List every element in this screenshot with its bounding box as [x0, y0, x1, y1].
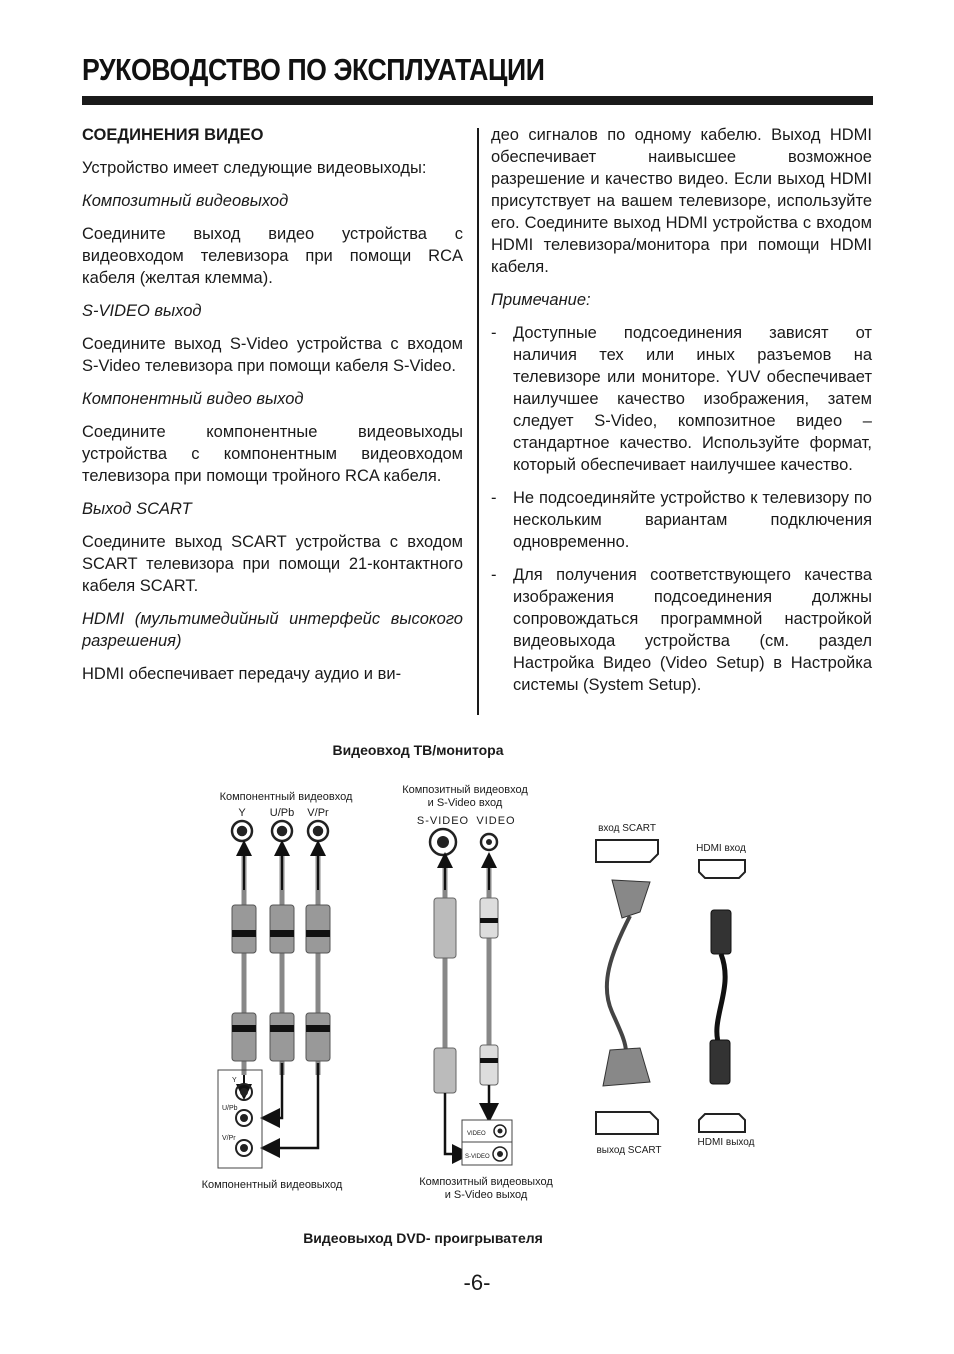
hdmi-text-start: HDMI обеспечивает передачу аудио и ви- [82, 665, 402, 683]
svideo-title: S-VIDEO выход [82, 302, 202, 320]
component-in-label: Компонентный видеовход [219, 791, 353, 803]
section-heading: СОЕДИНЕНИЯ ВИДЕО [82, 126, 264, 144]
component-cables [232, 848, 330, 1148]
composite-title: Композитный видеовыход [82, 192, 289, 210]
component-text: Соедините компонентные видеовыходы устройства с компонентным видеовходом телевизора при помощи тройного RCA кабеля. [82, 423, 463, 485]
composite-in-label-1: Композитный видеовход [402, 784, 528, 796]
hdmi-out-label: HDMI выход [697, 1137, 755, 1148]
page-number: -6- [463, 1270, 491, 1295]
component-out-jacks [236, 1084, 252, 1156]
port-label-pr: V/Pr [307, 807, 329, 819]
composite-in-label-2: и S-Video вход [427, 797, 503, 809]
column-divider [477, 128, 479, 715]
note-item: - Доступные подсоединения зависят от наличия тех или иных разъемов на телевизоре или мониторе. YUV обеспечивает наилучшее качество изображения, затем следует S-Video, композитное видео – стандартное качество. Используйте формат, который обеспечивает наилучшее качество. [491, 322, 872, 476]
svideo-port-label: S-VIDEO [416, 815, 470, 827]
hdmi-title: HDMI (мультимедийный интерфейс высокого разрешения) [82, 610, 463, 650]
hdmi-in-connector [699, 860, 745, 878]
port-label-pb: U/Pb [269, 807, 295, 819]
port-label-y: Y [238, 807, 246, 819]
scart-out-connector [596, 1112, 658, 1134]
composite-cables [434, 860, 498, 1154]
out-video-port: VIDEO [467, 1131, 486, 1137]
right-column [491, 124, 872, 707]
out-port-pr: V/Pr [222, 1135, 236, 1142]
composite-in-jacks [430, 829, 497, 855]
intro-text: Устройство имеет следующие видеовыходы: [82, 159, 427, 177]
page-title: РУКОВОДСТВО ПО ЭКСПЛУАТАЦИИ [82, 52, 545, 87]
out-port-pb: U/Pb [222, 1105, 238, 1112]
title-rule [82, 96, 873, 105]
note-list [491, 322, 872, 696]
hdmi-in-label: HDMI вход [696, 843, 746, 854]
scart-cable [603, 880, 650, 1086]
component-out-label: Компонентный видеовыход [201, 1179, 343, 1191]
note-item: - Не подсоединяйте устройство к телевизору по нескольким вариантам подключения одновременно. [491, 487, 872, 553]
scart-text: Соедините выход SCART устройства с входом SCART телевизора при помощи 21-контактного кабеля SCART. [82, 533, 463, 595]
component-title: Компонентный видео выход [82, 390, 304, 408]
hdmi-text-cont: део сигналов по одному кабелю. Выход HDMI обеспечивает наивысшее возможное разрешение и качество видео. Если выход HDMI присутствует на вашем телевизоре, используйте его. Соедините выход HDMI устройства с входом HDMI телевизора/монитора при помощи HDMI кабеля. [491, 126, 872, 276]
svideo-text: Соедините выход S-Video устройства с входом S-Video телевизора при помощи кабеля S-Video. [82, 335, 463, 375]
left-column [82, 124, 463, 696]
hdmi-cable [710, 910, 731, 1084]
scart-title: Выход SCART [82, 500, 192, 518]
scart-in-connector [596, 840, 658, 862]
out-svideo-port: S-VIDEO [465, 1154, 490, 1160]
scart-in-label: вход SCART [598, 823, 656, 834]
composite-text: Соедините выход видео устройства с видеовходом телевизора при помощи RCA кабеля (желтая клемма). [82, 225, 463, 287]
composite-out-label-2: и S-Video выход [444, 1189, 528, 1201]
connection-diagram [0, 730, 954, 1260]
hdmi-out-connector [699, 1114, 745, 1132]
top-caption: Видеовход ТВ/монитора [332, 742, 504, 758]
video-port-label: VIDEO [476, 815, 516, 827]
note-item: - Для получения соответствующего качества изображения подсоединения должны сопровождаться программной настройкой видеовыхода устройства (см. раздел Настройка Видео (Video Setup) в Настройка системы (System Setup). [491, 564, 872, 696]
bottom-caption: Видеовыход DVD- проигрывателя [303, 1230, 543, 1246]
scart-out-label: выход SCART [596, 1145, 662, 1156]
out-port-y: Y [232, 1077, 237, 1084]
component-in-jacks [232, 821, 328, 841]
composite-out-label-1: Композитный видеовыход [419, 1176, 553, 1188]
note-title: Примечание: [491, 291, 591, 309]
